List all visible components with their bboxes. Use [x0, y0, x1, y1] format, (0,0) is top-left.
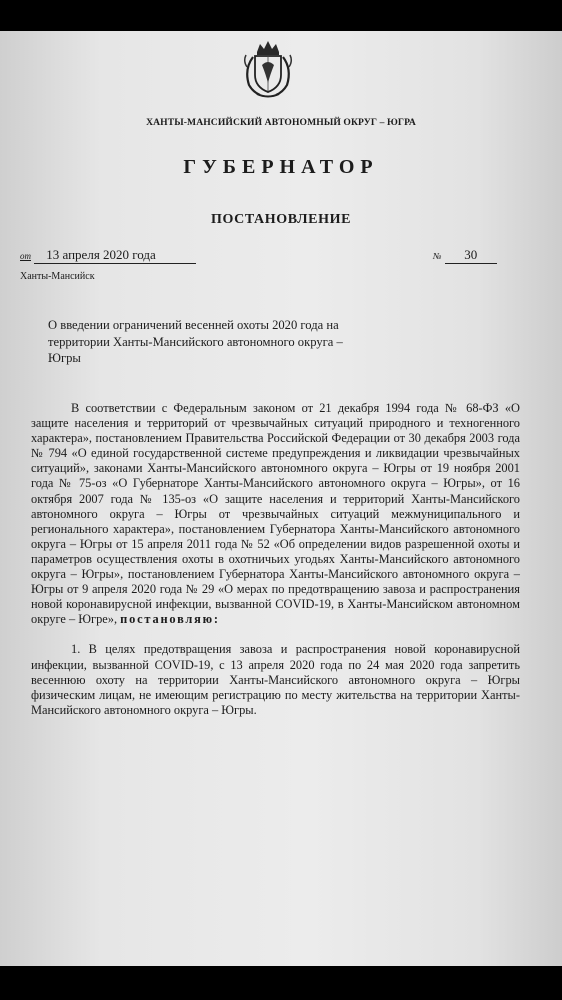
number-value: 30: [445, 247, 497, 264]
resolve-word: постановляю:: [120, 612, 220, 627]
document-page: [0, 31, 562, 966]
document-date: [20, 247, 196, 264]
city-name: Ханты-Мансийск: [20, 271, 95, 282]
document-type: ПОСТАНОВЛЕНИЕ: [210, 212, 352, 227]
preamble-text: В соответствии с Федеральным законом от 21 декабря 1994 года № 68-ФЗ «О защите населения и территорий от чрезвычайных ситуаций природного и техногенного характера», постановлением Правительства Российской Федерации от 30 декабря 2003 года № 794 «О единой государственной системе предупреждения и ликвидации чрезвычайных ситуаций», законами Ханты-Мансийского автономного округа – Югры от 19 ноября 2001 года № 75-оз «О Губернаторе Ханты-Мансийского автономного округа – Югры», от 16 октября 2007 года № 135-оз «О защите населения и территорий Ханты-Мансийского автономного округа – Югры от чрезвычайных ситуаций межмуниципального и регионального характера», постановлением Губернатора Ханты-Мансийского автономного округа – Югры от 15 апреля 2011 года № 52 «Об определении видов разрешенной охоты и параметров осуществления охоты в охотничьих угодьях Ханты-Мансийского автономного округа – Югры», постановлением Губернатора Ханты-Мансийского автономного округа – Югры от 9 апреля 2020 года № 29 «О мерах по предотвращению завоза и распространения новой коронавирусной инфекции, вызванной COVID-19, в Ханты-Мансийском автономном округе – Югре»,: [31, 401, 520, 627]
date-value: 13 апреля 2020 года: [34, 247, 196, 264]
document-subject: О введении ограничений весенней охоты 2020 года на территории Ханты-Мансийского автономного округа – Югры: [48, 318, 343, 365]
coat-of-arms-icon: [240, 39, 296, 99]
point-1-paragraph: 1. В целях предотвращения завоза и распространения новой коронавирусной инфекции, вызванной COVID-19, с 13 апреля 2020 года по 24 мая 2020 года запретить весеннюю охоту на территории Ханты-Мансийского автономного округа – Югры физическим лицам, не имеющим регистрацию по месту жительства на территории Ханты-Мансийского автономного округа – Югры.: [31, 642, 520, 717]
preamble-paragraph: [31, 401, 520, 627]
number-prefix: №: [433, 251, 442, 261]
document-body: [31, 401, 520, 718]
date-prefix: от: [20, 251, 31, 261]
document-number: [433, 247, 497, 264]
governor-heading: ГУБЕРНАТОР: [183, 156, 379, 178]
region-name: ХАНТЫ-МАНСИЙСКИЙ АВТОНОМНЫЙ ОКРУГ – ЮГРА: [146, 117, 416, 128]
